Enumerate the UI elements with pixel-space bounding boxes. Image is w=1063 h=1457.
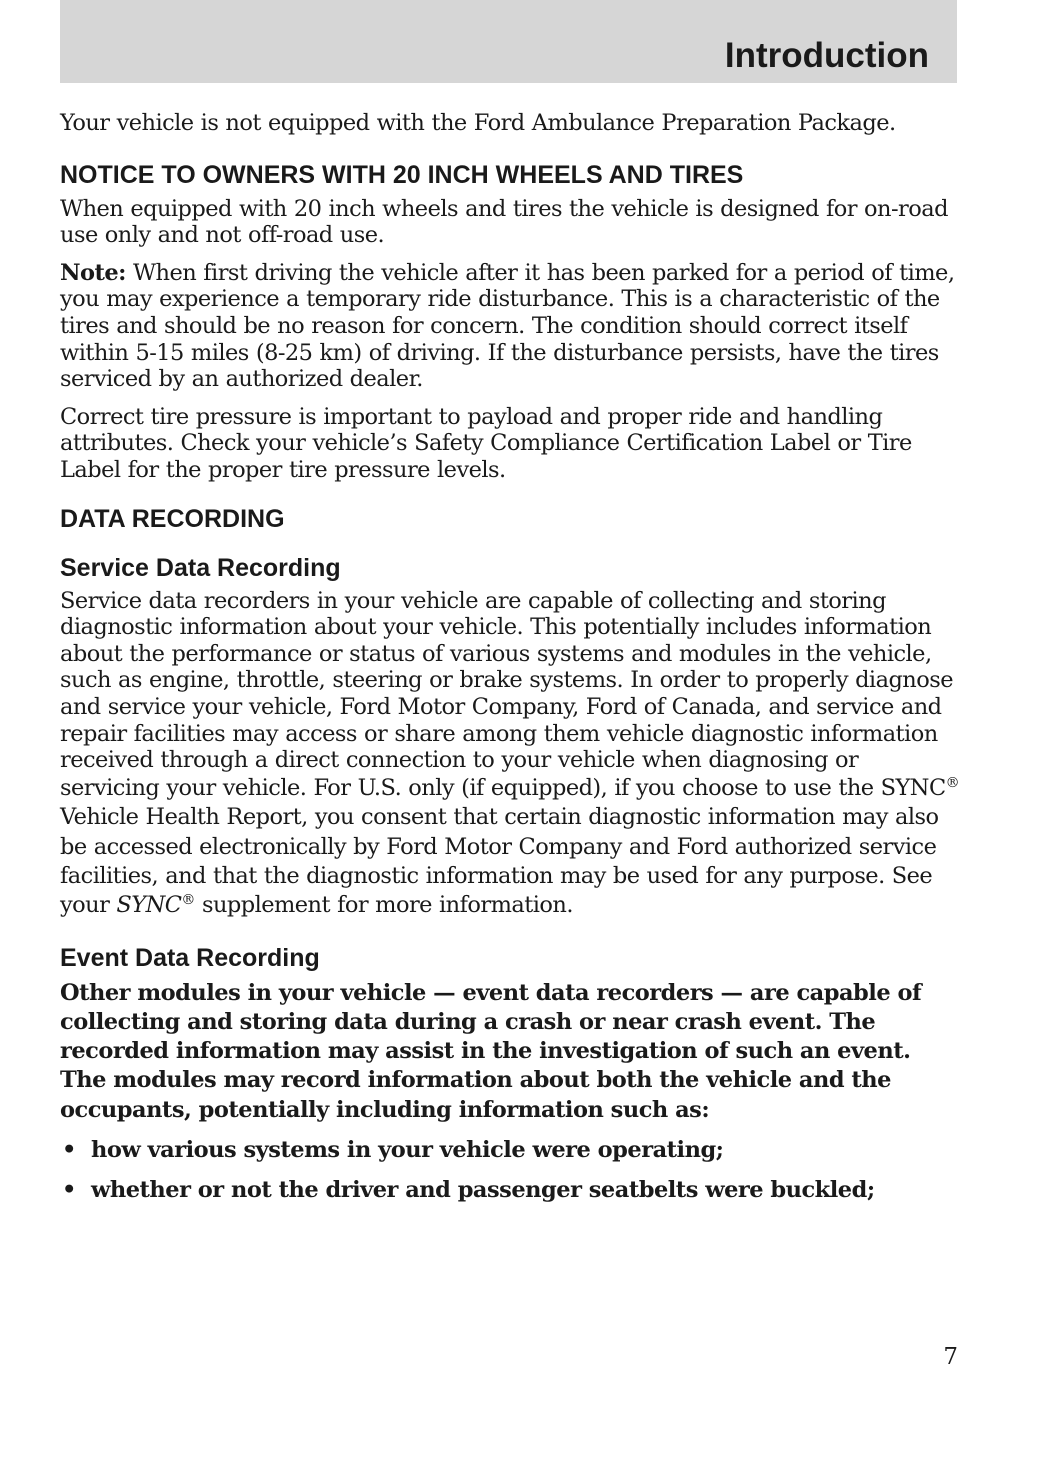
section-title: Introduction xyxy=(724,36,929,75)
list-item-text: whether or not the driver and passenger seatbelts were buckled; xyxy=(91,1176,875,1203)
service-data-paragraph xyxy=(60,588,960,921)
page-number: 7 xyxy=(943,1344,958,1370)
sync-italic: SYNC xyxy=(116,892,182,919)
note-paragraph xyxy=(60,260,960,393)
event-data-heading: Event Data Recording xyxy=(60,943,320,972)
list-item-text: how various systems in your vehicle were operating; xyxy=(91,1136,724,1163)
data-recording-heading: DATA RECORDING xyxy=(60,504,285,533)
event-data-paragraph: Other modules in your vehicle — event data recorders — are capable of collecting and storing data during a crash or near crash event. The recorded information may assist in the investigation of such an event. The modules may record information about both the vehicle and the occupants, potentially including information such as: xyxy=(60,979,922,1123)
tire-pressure-paragraph: Correct tire pressure is important to payload and proper ride and handling attributes. Check your vehicle’s Safety Compliance Certification Label or Tire Label for the proper tire pressure levels. xyxy=(60,403,912,483)
service-text-b: Vehicle Health Report, you consent that certain diagnostic information may also be accessed electronically by Ford Motor Company and Ford authorized service facilities, and that the diagnostic information may be used for any purpose. See your xyxy=(60,804,939,919)
registered-mark-2: ® xyxy=(181,892,195,909)
service-data-heading: Service Data Recording xyxy=(60,553,341,582)
list-item xyxy=(60,1176,960,1205)
registered-mark: ® xyxy=(945,774,960,791)
page-header xyxy=(60,0,957,83)
event-data-list xyxy=(60,1136,960,1205)
service-text-a: Service data recorders in your vehicle are capable of collecting and storing diagnostic information about your vehicle. This potentially includes information about the performance or status of various systems and modules in the vehicle, such as engine, throttle, steering or brake systems. In order to properly diagnose and service your vehicle, Ford Motor Company, Ford of Canada, and service and repair facilities may access or share among them vehicle diagnostic information received through a direct connection to your vehicle when diagnosing or servicing your vehicle. For U.S. only (if equipped), if you choose to use the SYNC xyxy=(60,587,953,801)
page-content xyxy=(60,110,960,1205)
bullet-icon: • xyxy=(62,1176,76,1203)
service-text-c: supplement for more information. xyxy=(194,892,573,919)
wheels-paragraph: When equipped with 20 inch wheels and tires the vehicle is designed for on-road use only and not off-road use. xyxy=(60,195,948,249)
bullet-icon: • xyxy=(62,1136,76,1163)
note-label: Note: xyxy=(60,259,126,286)
note-text: When first driving the vehicle after it has been parked for a period of time, you may experience a temporary ride disturbance. This is a characteristic of the tires and should be no reason for concern. The condition should correct itself within 5-15 miles (8-25 km) of driving. If the disturbance persists, have the tires serviced by an authorized dealer. xyxy=(60,259,955,393)
intro-paragraph: Your vehicle is not equipped with the Ford Ambulance Preparation Package. xyxy=(60,110,896,136)
list-item xyxy=(60,1136,960,1165)
wheels-heading: NOTICE TO OWNERS WITH 20 INCH WHEELS AND TIRES xyxy=(60,160,744,189)
